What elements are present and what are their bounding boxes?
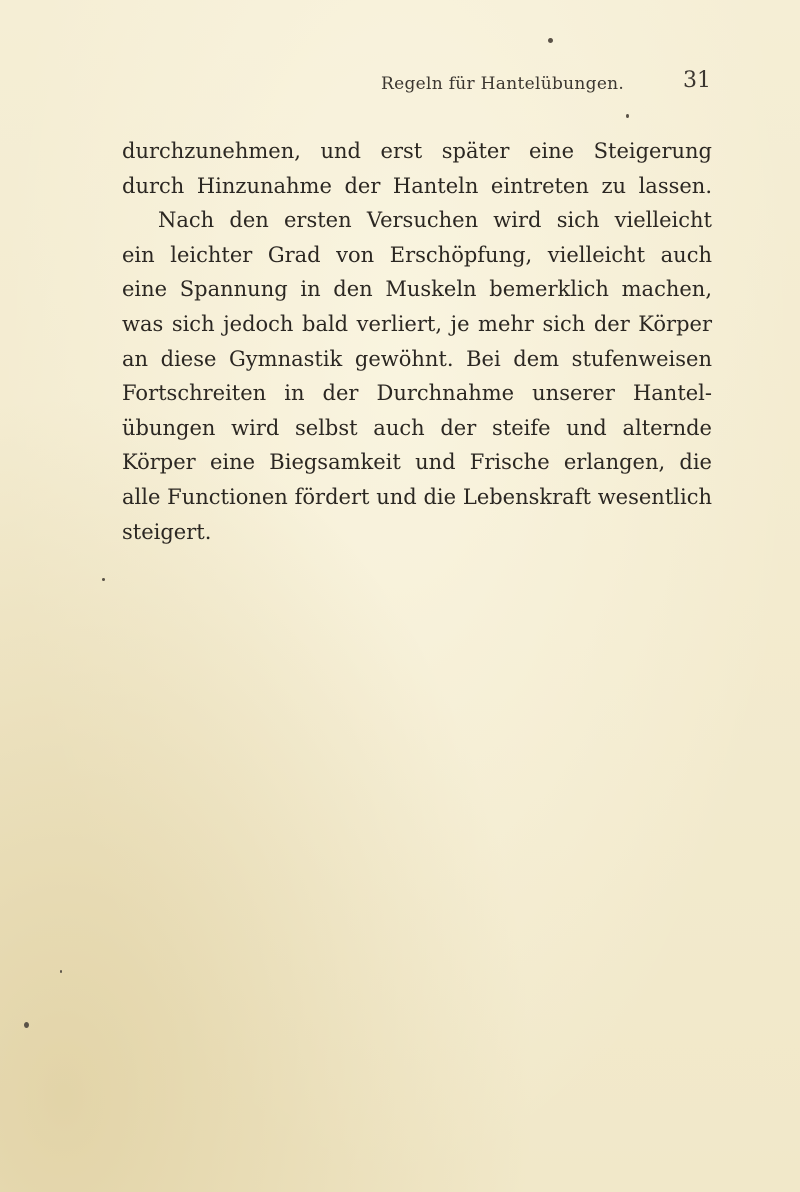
running-title: Regeln für Hantelübungen. — [381, 74, 625, 94]
text-line-3: Nach den ersten Versuchen wird sich vielleicht — [158, 208, 712, 233]
text-line-10: Körper eine Biegsamkeit und Frische erlangen, die — [122, 450, 712, 475]
running-head — [381, 68, 711, 104]
paper-speck — [548, 38, 553, 43]
paper-speck — [102, 578, 105, 581]
paper-speck — [626, 114, 629, 118]
text-line-9: übungen wird selbst auch der steife und alternde — [122, 415, 712, 440]
text-line-5: eine Spannung in den Muskeln bemerklich machen, — [122, 277, 712, 302]
text-line-8: Fortschreiten in der Durchnahme unserer Hantel- — [122, 381, 712, 406]
text-line-1: durchzunehmen, und erst später eine Steigerung — [122, 139, 712, 163]
paper-speck — [24, 1022, 29, 1028]
text-line-2: durch Hinzunahme der Hanteln eintreten zu lassen. — [122, 173, 712, 198]
text-line-11: alle Functionen fördert und die Lebenskraft wesentlich — [122, 484, 712, 509]
text-line-7: an diese Gymnastik gewöhnt. Bei dem stufenweisen — [122, 346, 712, 371]
paragraph — [122, 134, 712, 549]
page-number: 31 — [683, 68, 711, 93]
text-line-12: steigert. — [122, 519, 212, 544]
text-line-6: was sich jedoch bald verliert, je mehr sich der Körper — [122, 311, 712, 336]
paper-speck — [60, 970, 62, 973]
text-line-4: ein leichter Grad von Erschöpfung, vielleicht auch — [122, 242, 712, 267]
